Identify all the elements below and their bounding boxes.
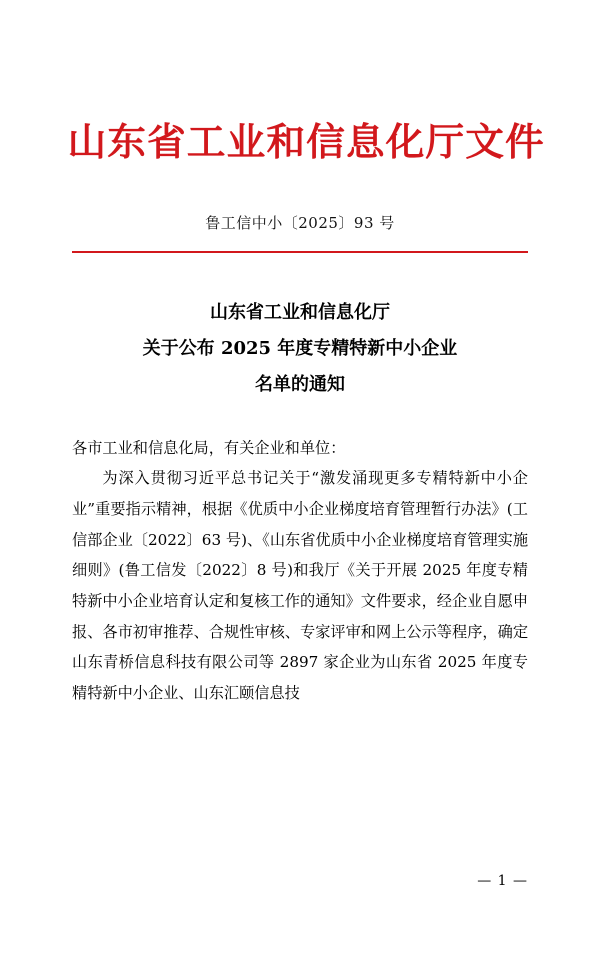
salutation: 各市工业和信息化局，有关企业和单位： — [72, 438, 346, 457]
masthead — [67, 118, 545, 166]
document-title — [72, 295, 528, 403]
red-divider-rule — [72, 251, 528, 253]
document-number: 鲁工信中小〔2025〕93 号 — [205, 213, 395, 232]
page-number: — 1 — — [477, 873, 528, 889]
body-paragraph-1: 为深入贯彻习近平总书记关于“激发涌现更多专精特新中小企业”重要指示精神，根据《优质中小企业梯度培育管理暂行办法》(工信部企业〔2022〕63 号)、《山东省优质中小企业梯度培育管理实施细则》(鲁工信发〔2022〕8 号)和我厅《关于开展 2025 年度专精特新中小企业培育认定和复核工作的通知》文件要求，经企业自愿申报、各市初审推荐、合规性审核、专家评审和网上公示等程序，确定山东青桥信息科技有限公司等 2897 家企业为山东省 2025 年度专精特新中小企业、山东汇颐信息技 — [72, 469, 529, 703]
masthead-title: 山东省工业和信息化厅文件 — [67, 119, 545, 164]
title-line-2: 关于公布 2025 年度专精特新中小企业 — [142, 337, 458, 359]
title-line-1: 山东省工业和信息化厅 — [210, 301, 390, 323]
document-body — [72, 433, 528, 709]
title-line-3: 名单的通知 — [255, 373, 345, 395]
document-page — [0, 118, 600, 967]
